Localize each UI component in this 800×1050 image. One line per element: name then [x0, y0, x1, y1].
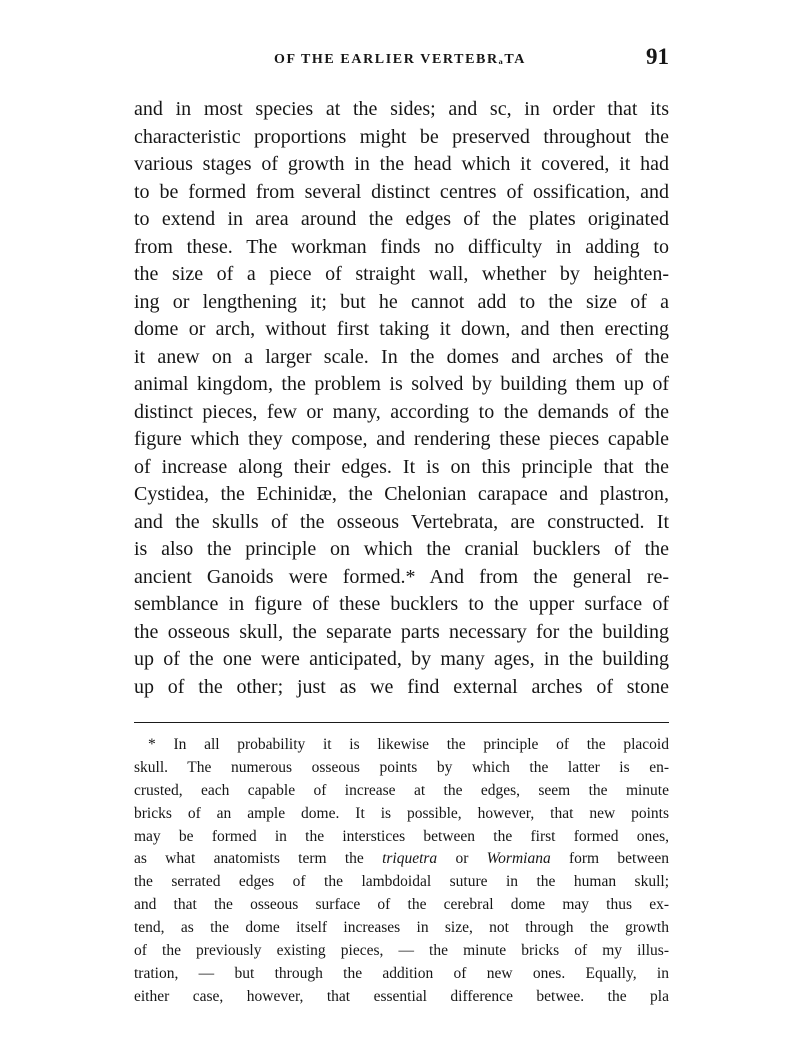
body-line: up of the one were anticipated, by many ages, in the building [134, 648, 669, 670]
footnote-line: either case, however, that essential difference betwee. the pla [134, 987, 669, 1005]
italic-term-wormiana: Wormiana [486, 850, 551, 868]
footnote-line-with-italics [134, 848, 669, 871]
footnote [134, 734, 669, 1009]
body-line: the size of a piece of straight wall, whether by heighten- [134, 263, 669, 285]
footnote-line: crusted, each capable of increase at the edges, seem the minute [134, 781, 669, 799]
footnote-divider [134, 722, 669, 723]
body-line: ancient Ganoids were formed.* And from the general re- [134, 565, 669, 588]
body-line: and the skulls of the osseous Vertebrata, are constructed. It [134, 510, 669, 533]
body-line: it anew on a larger scale. In the domes and arches of the [134, 345, 669, 368]
body-line: animal kingdom, the problem is solved by building them up of [134, 373, 669, 395]
body-line: to be formed from several distinct centres of ossification, and [134, 180, 669, 203]
footnote-line: may be formed in the interstices between the first formed ones, [134, 827, 669, 845]
italic-term-triquetra: triquetra [382, 850, 438, 868]
body-line: ing or lengthening it; but he cannot add to the size of a [134, 290, 669, 313]
footnote-line: skull. The numerous osseous points by which the latter is en- [134, 758, 669, 776]
footnote-text: or [455, 850, 469, 868]
body-line: various stages of growth in the head which it covered, it had [134, 153, 669, 175]
footnote-line: * In all probability it is likewise the principle of the placoid [148, 736, 669, 753]
footnote-line: the serrated edges of the lambdoidal suture in the human skull; [134, 873, 669, 891]
body-line: from these. The workman finds no difficulty in adding to [134, 235, 669, 258]
body-line: to extend in area around the edges of the plates originated [134, 208, 669, 230]
body-line: of increase along their edges. It is on this principle that the [134, 455, 669, 478]
page-number: 91 [646, 44, 669, 69]
footnote-line: and that the osseous surface of the cerebral dome may thus ex- [134, 896, 669, 914]
footnote-text: as what anatomists term the [134, 850, 364, 868]
body-line: up of the other; just as we find external arches of stone [134, 675, 669, 698]
footnote-line: bricks of an ample dome. It is possible, however, that new points [134, 804, 669, 822]
body-text [134, 96, 669, 701]
footnote-line: tend, as the dome itself increases in size, not through the growth [134, 919, 669, 937]
page-header [134, 46, 669, 76]
body-line: distinct pieces, few or many, according to the demands of the [134, 400, 669, 423]
body-line: is also the principle on which the cranial bucklers of the [134, 538, 669, 560]
running-head: OF THE EARLIER VERTEBRₐTA [274, 52, 526, 67]
footnote-line: of the previously existing pieces, — the minute bricks of my illus- [134, 942, 669, 960]
body-line: figure which they compose, and rendering these pieces capable [134, 428, 669, 450]
body-line: Cystidea, the Echinidæ, the Chelonian carapace and plastron, [134, 483, 669, 505]
body-line: dome or arch, without first taking it down, and then erecting [134, 318, 669, 340]
body-line: the osseous skull, the separate parts necessary for the building [134, 620, 669, 643]
body-line: and in most species at the sides; and sc, in order that its [134, 98, 669, 120]
body-line: semblance in figure of these bucklers to the upper surface of [134, 593, 669, 615]
body-line: characteristic proportions might be preserved throughout the [134, 125, 669, 148]
footnote-text: form between [568, 850, 670, 868]
footnote-line: tration, — but through the addition of new ones. Equally, in [134, 964, 669, 982]
